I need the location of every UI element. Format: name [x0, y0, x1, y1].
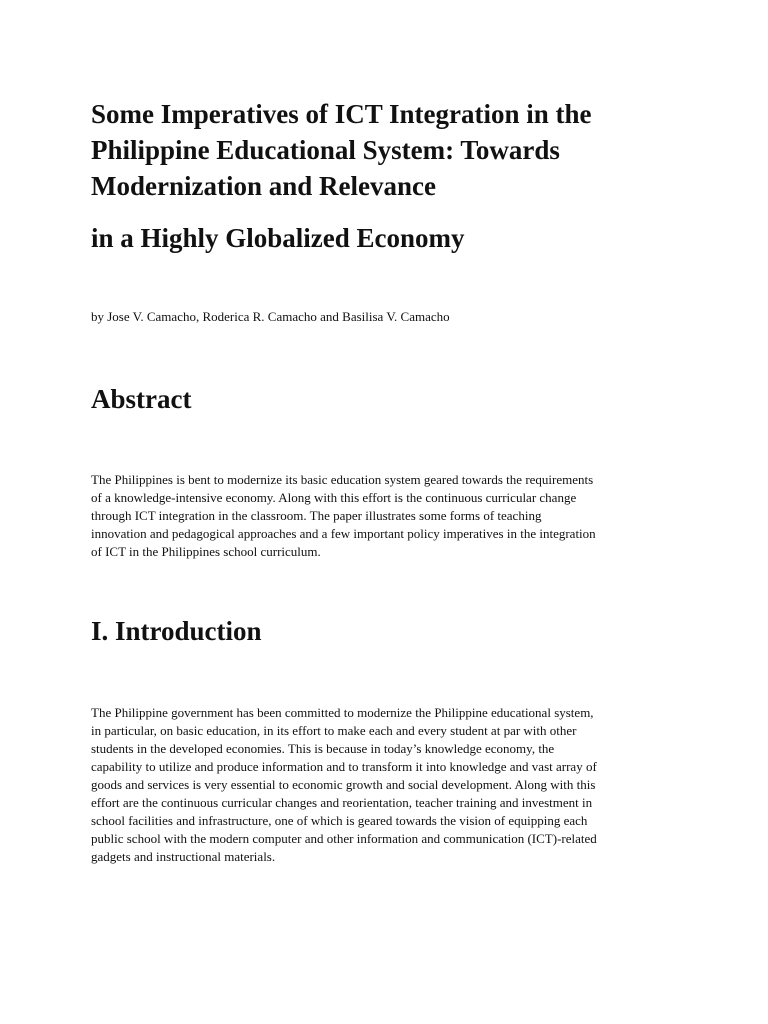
abstract-line: of a knowledge-intensive economy. Along with this effort is the continuous curricular change: [91, 490, 577, 505]
introduction-line: goods and services is very essential to economic growth and social development. Along with this: [91, 777, 596, 792]
introduction-line: public school with the modern computer and other information and communication (ICT)-related: [91, 831, 597, 846]
document-subtitle: in a Highly Globalized Economy: [91, 223, 465, 253]
abstract-heading: Abstract: [91, 384, 192, 414]
introduction-line: gadgets and instructional materials.: [91, 849, 276, 864]
title-line-3: Modernization and Relevance: [91, 171, 436, 201]
introduction-line: capability to utilize and produce information and to transform it into knowledge and vast array of: [91, 759, 597, 774]
abstract-line: The Philippines is bent to modernize its basic education system geared towards the requirements: [91, 472, 594, 487]
introduction-line: students in the developed economies. This is because in today’s knowledge economy, the: [91, 741, 555, 756]
introduction-line: school facilities and infrastructure, one of which is geared towards the vision of equipping each: [91, 813, 588, 828]
abstract-paragraph: [91, 471, 691, 561]
title-line-2: Philippine Educational System: Towards: [91, 135, 560, 165]
author-line: by Jose V. Camacho, Roderica R. Camacho and Basilisa V. Camacho: [91, 309, 450, 324]
introduction-paragraph: [91, 704, 691, 866]
abstract-line: through ICT integration in the classroom. The paper illustrates some forms of teaching: [91, 508, 542, 523]
introduction-line: effort are the continuous curricular changes and reorientation, teacher training and investment in: [91, 795, 593, 810]
abstract-line: of ICT in the Philippines school curriculum.: [91, 544, 321, 559]
introduction-heading: I. Introduction: [91, 616, 262, 646]
introduction-line: The Philippine government has been committed to modernize the Philippine educational system,: [91, 705, 594, 720]
introduction-line: in particular, on basic education, in its effort to make each and every student at par with other: [91, 723, 577, 738]
title-line-1: Some Imperatives of ICT Integration in the: [91, 99, 592, 129]
abstract-line: innovation and pedagogical approaches and a few important policy imperatives in the integration: [91, 526, 596, 541]
document-title: [91, 96, 691, 204]
